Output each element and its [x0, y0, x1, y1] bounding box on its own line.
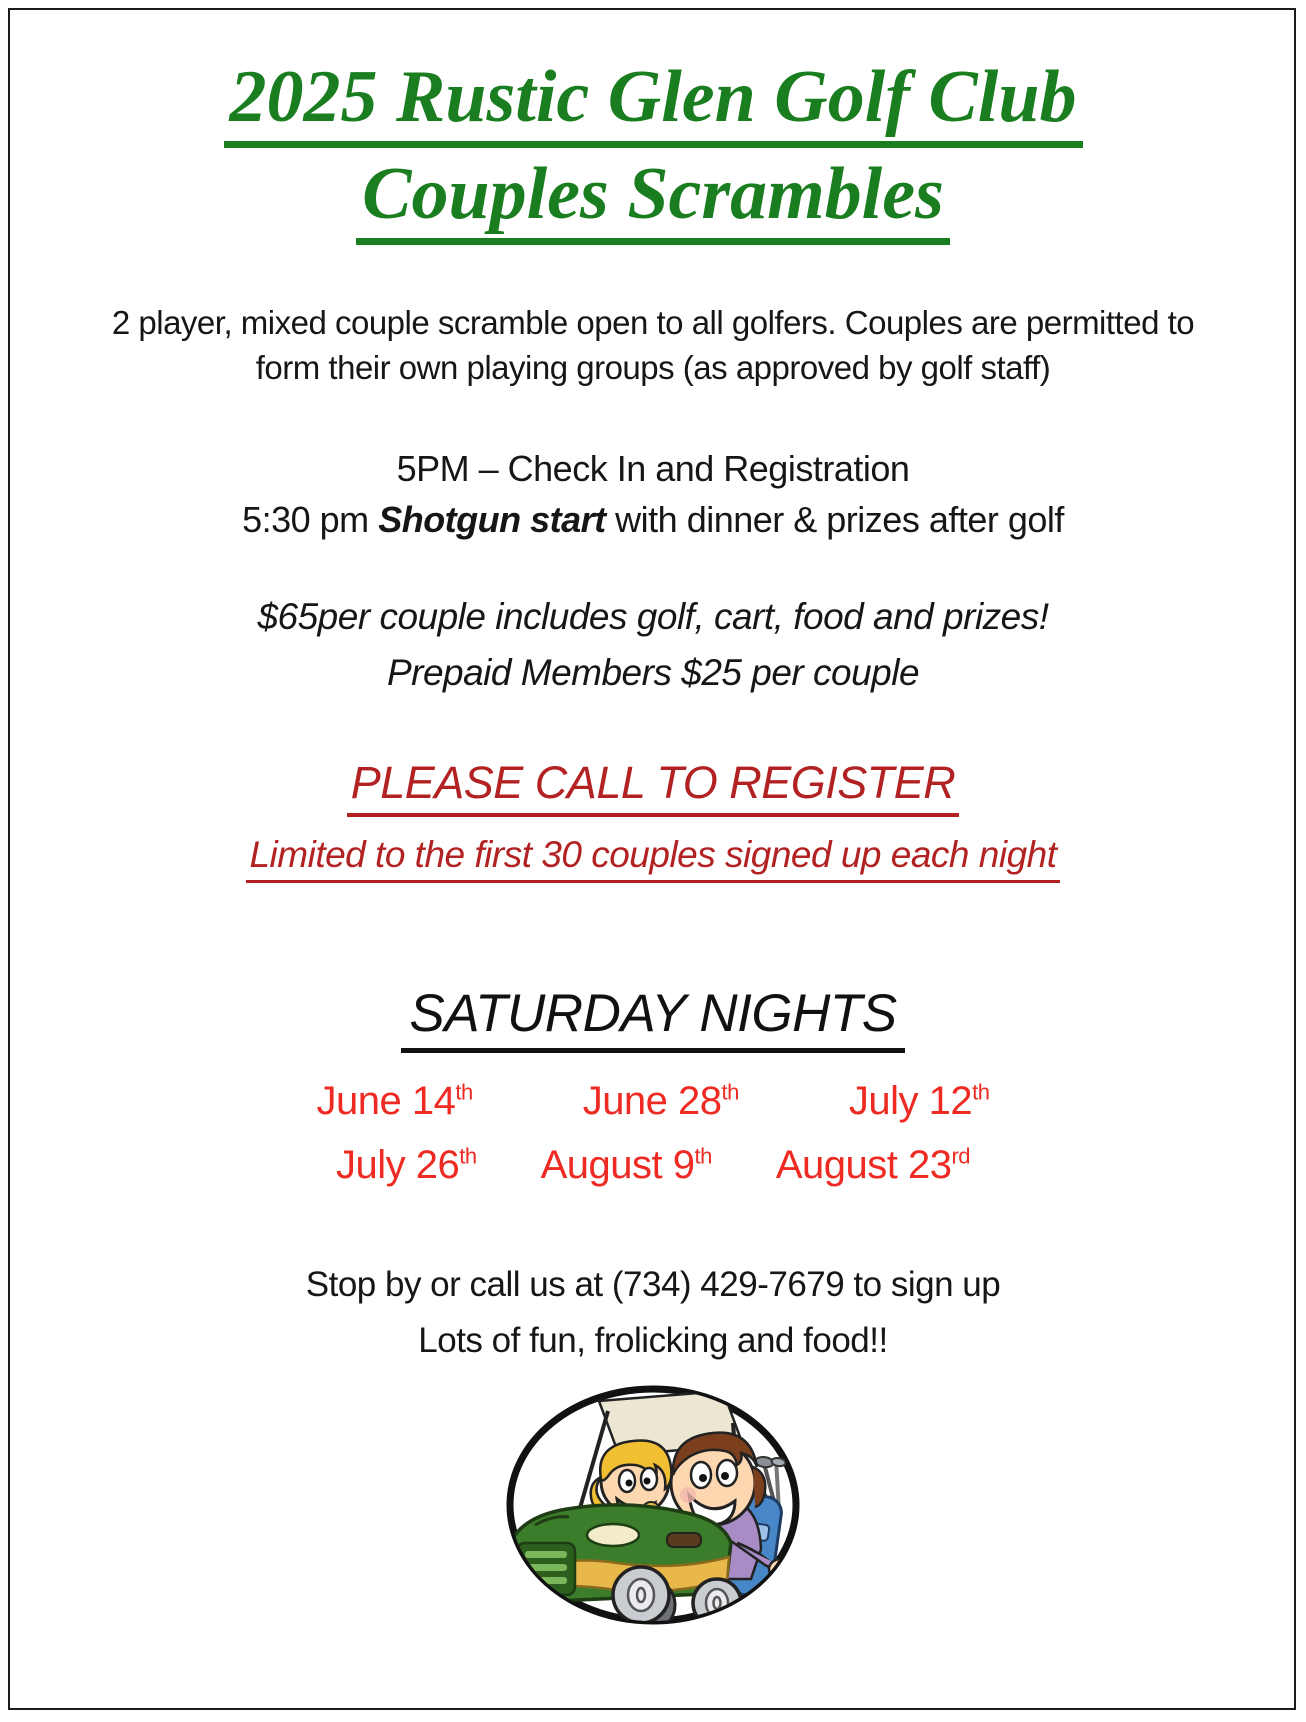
event-dates: [55, 1071, 1251, 1195]
register-subheading-text: Limited to the first 30 couples signed up each night: [246, 831, 1059, 883]
checkin-line: 5PM – Check In and Registration: [396, 447, 910, 489]
register-subheading: [55, 831, 1251, 883]
flyer-title: [55, 58, 1251, 252]
cart-grille: [517, 1543, 575, 1595]
shotgun-suffix: with dinner & prizes after golf: [605, 498, 1064, 540]
schedule-block: [55, 443, 1251, 545]
date-august-23: August 23rd: [775, 1143, 971, 1188]
date-june-28: June 28th: [582, 1079, 739, 1124]
date-july-26: July 26th: [335, 1143, 477, 1188]
cart-rear-wheel: [693, 1579, 745, 1633]
date-august-9: August 9th: [540, 1143, 712, 1188]
clipart-container: [55, 1383, 1251, 1635]
register-heading-text: PLEASE CALL TO REGISTER: [347, 755, 960, 817]
date-row-1: [55, 1071, 1251, 1131]
cart-seat-strap: [667, 1533, 701, 1547]
fun-line: Lots of fun, frolicking and food!!: [418, 1321, 888, 1361]
flyer-title-line1: 2025 Rustic Glen Golf Club: [224, 58, 1083, 148]
saturday-nights-heading: [55, 983, 1251, 1053]
flyer-title-line2: Couples Scrambles: [356, 155, 950, 245]
register-block: [55, 755, 1251, 883]
date-june-14: June 14th: [316, 1079, 473, 1124]
price-members: Prepaid Members $25 per couple: [386, 651, 920, 693]
shotgun-line: [55, 494, 1251, 545]
date-row-2: [55, 1135, 1251, 1195]
couple-golf-cart-clipart-icon: [501, 1383, 806, 1635]
saturday-nights-text: SATURDAY NIGHTS: [401, 983, 904, 1053]
footer-block: [55, 1257, 1251, 1369]
signup-phone-line: Stop by or call us at (734) 429-7679 to sign up: [305, 1265, 1001, 1305]
cart-headlight: [587, 1524, 639, 1546]
price-per-couple: $65per couple includes golf, cart, food and prizes!: [257, 596, 1049, 638]
intro-paragraph: 2 player, mixed couple scramble open to all golfers. Couples are permitted to form their own playing groups (as approved by golf staff): [111, 303, 1195, 387]
date-july-12: July 12th: [848, 1079, 990, 1124]
shotgun-start-emphasis: Shotgun start: [378, 498, 606, 540]
register-heading: [55, 755, 1251, 817]
pricing-block: [55, 589, 1251, 700]
shotgun-time: 5:30 pm: [242, 498, 379, 540]
